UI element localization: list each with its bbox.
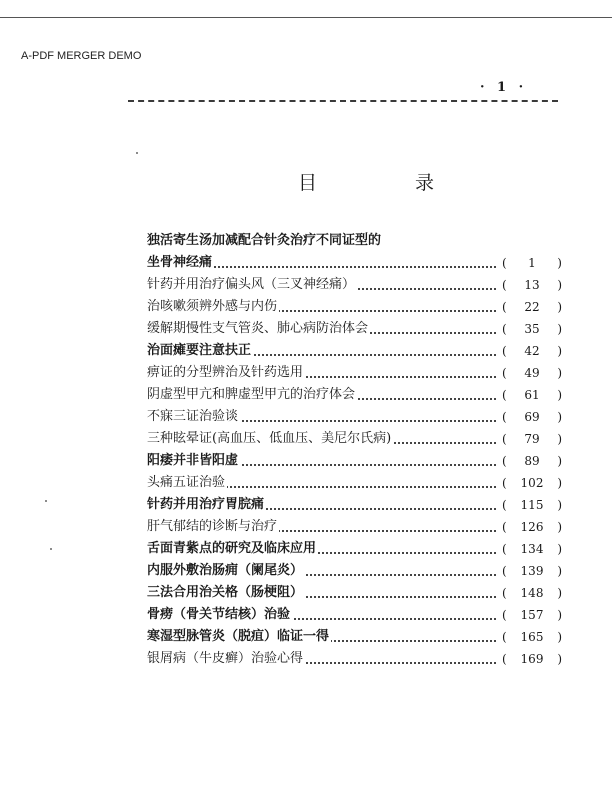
toc-entry <box>147 274 562 296</box>
page-title: 目 录 <box>298 172 481 194</box>
top-divider <box>0 17 612 18</box>
toc-entry <box>147 538 562 560</box>
table-of-contents <box>147 230 562 670</box>
toc-entry-page: ( 157 ) <box>502 604 562 626</box>
toc-entry-page: ( 134 ) <box>502 538 562 560</box>
toc-entry-title: 头痛五证治验 <box>147 475 226 490</box>
toc-entry-page-number: 89 <box>524 454 540 468</box>
toc-entry-page: ( 126 ) <box>502 516 562 538</box>
toc-entry-title: 针药并用治疗偏头风（三叉神经痛） <box>147 277 356 292</box>
toc-entry-page-number: 61 <box>524 388 540 402</box>
scan-speck <box>50 548 52 550</box>
toc-entry-page-number: 134 <box>520 542 544 556</box>
toc-entry-page: ( 13 ) <box>502 274 562 296</box>
toc-entry <box>147 604 562 626</box>
toc-entry-page-number: 102 <box>520 476 544 490</box>
toc-entry-page-number: 49 <box>524 366 540 380</box>
toc-entry-page: ( 1 ) <box>502 252 562 274</box>
toc-entry-title: 痹证的分型辨治及针药选用 <box>147 365 304 380</box>
toc-entry-page: ( 79 ) <box>502 428 562 450</box>
toc-entry-title: 三种眩晕证(高血压、低血压、美尼尔氏病) <box>147 431 392 446</box>
toc-entry-page-number: 42 <box>524 344 540 358</box>
toc-entry-page: ( 42 ) <box>502 340 562 362</box>
toc-entry-page: ( 115 ) <box>502 494 562 516</box>
toc-entry <box>147 230 562 252</box>
toc-entry <box>147 450 562 472</box>
toc-entry-page-number: 69 <box>524 410 540 424</box>
toc-entry-page: ( 69 ) <box>502 406 562 428</box>
toc-entry <box>147 318 562 340</box>
toc-entry <box>147 296 562 318</box>
toc-entry-page-number: 157 <box>520 608 544 622</box>
toc-entry-title: 独活寄生汤加减配合针灸治疗不同证型的 <box>147 233 382 248</box>
toc-entry-page-number: 165 <box>520 630 544 644</box>
toc-entry-page-number: 79 <box>524 432 540 446</box>
toc-entry-title: 寒湿型脉管炎（脱疽）临证一得 <box>147 629 330 644</box>
page-number: · 1 · <box>480 80 528 95</box>
toc-entry <box>147 626 562 648</box>
toc-entry <box>147 428 562 450</box>
toc-entry-title: 阴虚型甲亢和脾虚型甲亢的治疗体会 <box>147 387 356 402</box>
toc-entry <box>147 472 562 494</box>
toc-entry-page: ( 165 ) <box>502 626 562 648</box>
toc-entry-page: ( 148 ) <box>502 582 562 604</box>
toc-entry <box>147 362 562 384</box>
toc-entry-page: ( 102 ) <box>502 472 562 494</box>
toc-entry-page-number: 148 <box>520 586 544 600</box>
toc-entry-title: 内服外敷治肠痈（阑尾炎） <box>147 563 304 578</box>
toc-entry-page: ( 22 ) <box>502 296 562 318</box>
toc-entry-title: 银屑病（牛皮癣）治验心得 <box>147 651 304 666</box>
toc-entry-page: ( 139 ) <box>502 560 562 582</box>
toc-entry-title: 骨痨（骨关节结核）治验 <box>147 607 291 622</box>
toc-entry-title: 不寐三证治验谈 <box>147 409 239 424</box>
header-divider <box>128 100 558 102</box>
toc-entry-title: 治咳嗽须辨外感与内伤 <box>147 299 278 314</box>
toc-entry-page-number: 35 <box>524 322 540 336</box>
toc-entry-page-number: 126 <box>520 520 544 534</box>
scan-speck <box>136 152 138 154</box>
toc-entry-page: ( 35 ) <box>502 318 562 340</box>
toc-entry <box>147 582 562 604</box>
toc-entry-page-number: 169 <box>520 652 544 666</box>
watermark-text: A-PDF MERGER DEMO <box>21 50 142 62</box>
toc-entry-title: 舌面青紫点的研究及临床应用 <box>147 541 317 556</box>
scan-speck <box>45 500 47 502</box>
toc-entry-page: ( 49 ) <box>502 362 562 384</box>
toc-entry <box>147 340 562 362</box>
toc-entry-title: 治面瘫要注意扶正 <box>147 343 252 358</box>
toc-entry <box>147 252 562 274</box>
toc-entry-title: 坐骨神经痛 <box>147 255 213 270</box>
toc-entry-page-number: 139 <box>520 564 544 578</box>
toc-entry-page: ( 89 ) <box>502 450 562 472</box>
toc-entry-page-number: 1 <box>528 256 536 270</box>
toc-entry <box>147 560 562 582</box>
toc-entry <box>147 406 562 428</box>
toc-entry-title: 三法合用治关格（肠梗阻） <box>147 585 304 600</box>
toc-entry-page-number: 22 <box>524 300 540 314</box>
toc-entry-page: ( 61 ) <box>502 384 562 406</box>
toc-entry <box>147 494 562 516</box>
toc-entry-title: 阳痿并非皆阳虚 <box>147 453 239 468</box>
toc-entry-page-number: 115 <box>520 498 544 512</box>
toc-entry-page: ( 169 ) <box>502 648 562 670</box>
toc-entry <box>147 516 562 538</box>
toc-entry-title: 针药并用治疗胃脘痛 <box>147 497 265 512</box>
toc-entry-page-number: 13 <box>524 278 540 292</box>
toc-entry-title: 缓解期慢性支气管炎、肺心病防治体会 <box>147 321 369 336</box>
toc-entry <box>147 384 562 406</box>
toc-entry-title: 肝气郁结的诊断与治疗 <box>147 519 278 534</box>
toc-entry <box>147 648 562 670</box>
